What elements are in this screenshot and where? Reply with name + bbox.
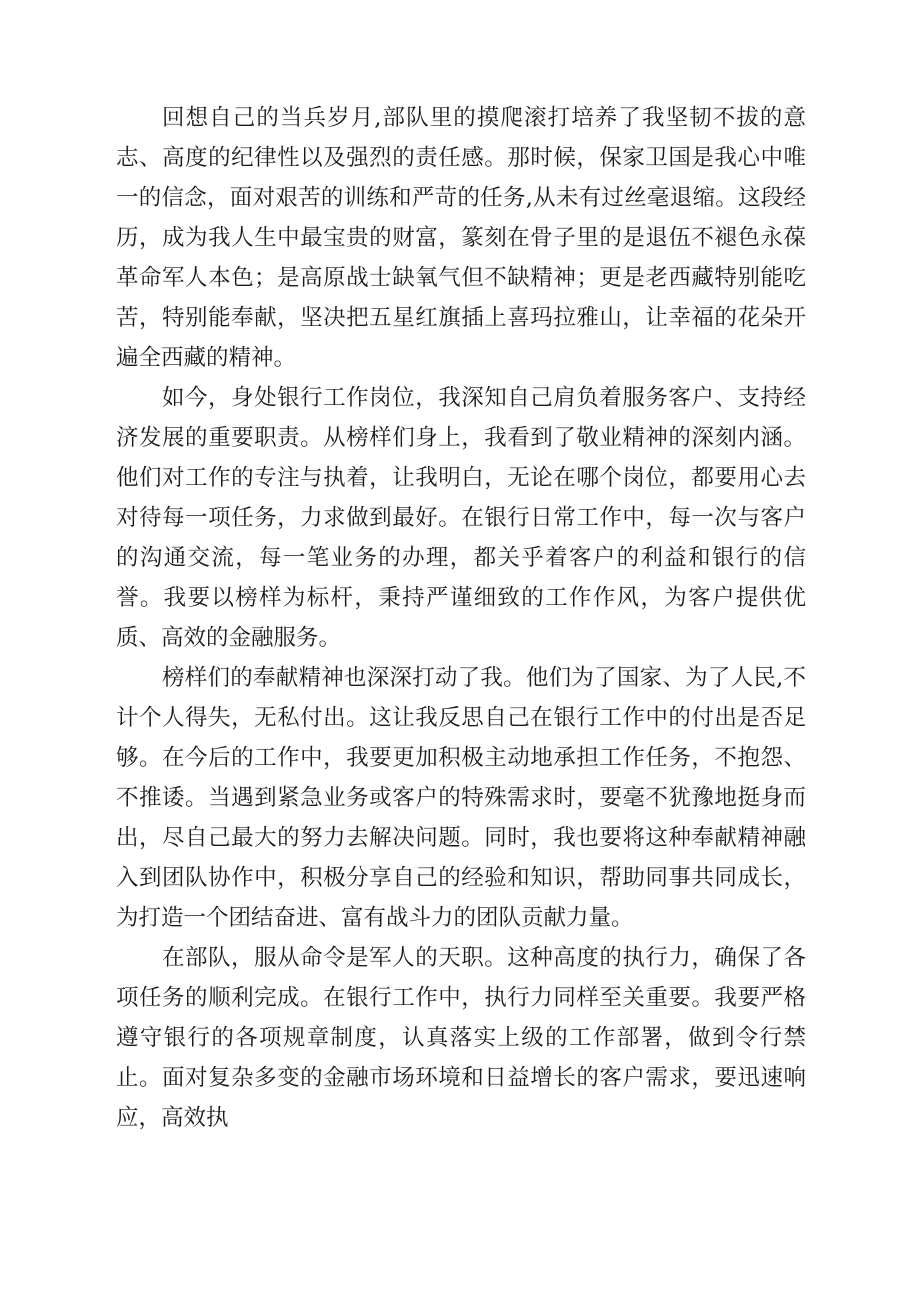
- paragraph-execution: 在部队，服从命令是军人的天职。这种高度的执行力，确保了各项任务的顺利完成。在银行工作中，执行力同样至关重要。我要严格遵守银行的各项规章制度，认真落实上级的工作部署，做到令行禁止。面对复杂多变的金融市场环境和日益增长的客户需求，要迅速响应，高效执: [116, 945, 806, 1131]
- paragraph-bank-duties: 如今，身处银行工作岗位，我深知自己肩负着服务客户、支持经济发展的重要职责。从榜样们身上，我看到了敬业精神的深刻内涵。他们对工作的专注与执着，让我明白，无论在哪个岗位，都要用心去对待每一项任务，力求做到最好。在银行日常工作中，每一次与客户的沟通交流，每一笔业务的办理，都关乎着客户的利益和银行的信誉。我要以榜样为标杆，秉持严谨细致的工作作风，为客户提供优质、高效的金融服务。: [116, 385, 806, 651]
- paragraph-military-memories: 回想自己的当兵岁月,部队里的摸爬滚打培养了我坚韧不拔的意志、高度的纪律性以及强烈的责任感。那时候，保家卫国是我心中唯一的信念，面对艰苦的训练和严苛的任务,从未有过丝毫退缩。这段经历，成为我人生中最宝贵的财富，篆刻在骨子里的是退伍不褪色永葆革命军人本色；是高原战士缺氧气但不缺精神；更是老西藏特别能吃苦，特别能奉献，坚决把五星红旗插上喜玛拉雅山，让幸福的花朵开遍全西藏的精神。: [116, 105, 806, 371]
- document-body: [116, 98, 806, 1138]
- paragraph-dedication: 榜样们的奉献精神也深深打动了我。他们为了国家、为了人民,不计个人得失，无私付出。这让我反思自己在银行工作中的付出是否足够。在今后的工作中，我要更加积极主动地承担工作任务，不抱怨、不推诿。当遇到紧急业务或客户的特殊需求时，要毫不犹豫地挺身而出，尽自己最大的努力去解决问题。同时，我也要将这种奉献精神融入到团队协作中，积极分享自己的经验和知识，帮助同事共同成长，为打造一个团结奋进、富有战斗力的团队贡献力量。: [116, 665, 806, 931]
